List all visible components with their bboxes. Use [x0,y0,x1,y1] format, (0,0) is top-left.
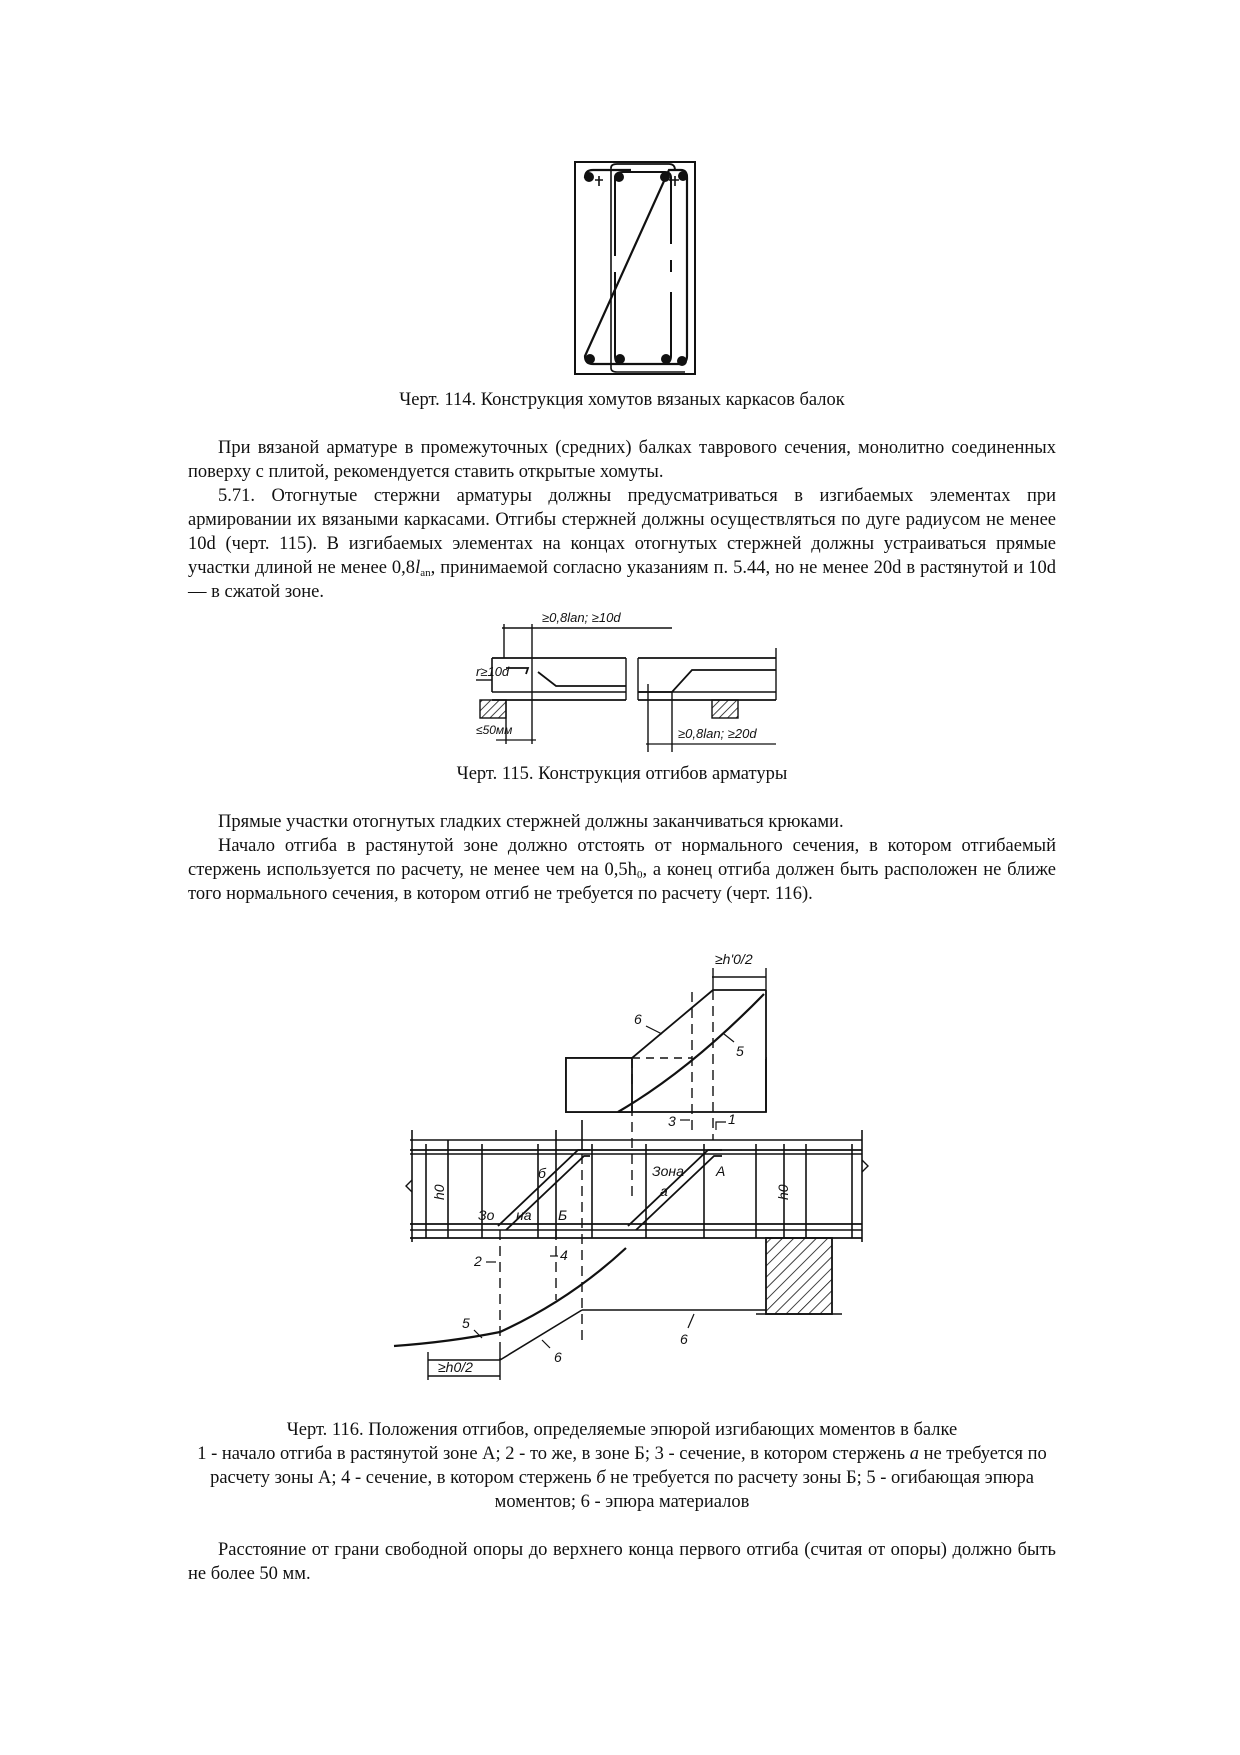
paragraph-bend-start-text-b: , а конец отгиба должен быть расположен не ближе того нормального сечения, в котором отгиб не требуется по расчету (черт. 116). [188,860,1056,904]
paragraph-bend-start-text-a: Начало отгиба в растянутой зоне должно отстоять от нормального сечения, в котором отгибаемый стержень используется по расчету, не менее чем на 0,5h [188,836,1056,880]
legend-italic-b: б [596,1468,606,1488]
figure-116-moment-diagram [390,940,890,1380]
legend-italic-a: а [909,1444,919,1464]
figure-115-caption: Черт. 115. Конструкция отгибов арматуры [456,764,788,784]
figure-115-bent-bars [476,604,796,752]
paragraph-5-71-l: l [415,558,421,578]
fig115-top-dim-label: ≥0,8lan; ≥10d [542,610,621,625]
fig116-h0-right: h0 [775,1184,791,1200]
paragraph-bend-start-sub: 0 [636,869,643,881]
paragraph-bend-start [188,834,1056,906]
fig116-label-6-bottom-left: 6 [554,1349,562,1365]
fig115-support-dim-label: ≤50мм [476,723,513,737]
fig115-bottom-dim-label: ≥0,8lan; ≥20d [678,726,757,741]
figure-116-legend [188,1442,1056,1514]
paragraph-support-distance: Расстояние от грани свободной опоры до верхнего конца первого отгиба (считая от опоры) должно быть не более 50 мм. [188,1540,1056,1584]
paragraph-5-71 [188,484,1056,604]
fig116-h0-left: h0 [431,1184,447,1200]
fig116-label-6-bottom-right: 6 [680,1331,688,1347]
paragraph-5-71-text-b: , принимаемой согласно указаниям п. 5.44, но не менее 20d в растянутой и 10d — в сжатой зоне. [188,558,1056,602]
fig116-zone-a-1: Зона [652,1163,684,1179]
figure-114-stirrup-section [565,160,705,376]
paragraph-open-stirrups: При вязаной арматуре в промежуточных (средних) балках таврового сечения, монолитно соединенных поверху с плитой, рекомендуется ставить открытые хомуты. [188,438,1056,482]
fig116-bar-b-label: б [538,1165,546,1181]
fig116-zone-b-1: Зо [478,1207,495,1223]
paragraph-hooks: Прямые участки отогнутых гладких стержней должны заканчиваться крюками. [218,812,844,832]
fig116-label-2: 2 [474,1253,482,1269]
fig116-top-dim-label: ≥h'0/2 [715,951,753,967]
figure-116-caption: Черт. 116. Положения отгибов, определяемые эпюрой изгибающих моментов в балке [286,1420,958,1440]
paragraph-5-71-sub: an [420,567,431,579]
fig116-label-4: 4 [560,1247,568,1263]
fig116-zone-a-2: а [660,1183,668,1199]
legend-text-b: не требуется по расчету зоны А; 4 - сечение, в котором стержень [210,1444,1047,1488]
fig116-label-3: 3 [668,1113,676,1129]
legend-text-c: не требуется по расчету зоны Б; 5 - огибающая эпюра моментов; 6 - эпюра материалов [494,1468,1034,1512]
fig116-bottom-dim-label: ≥h0/2 [438,1359,473,1375]
fig116-zone-b-3: Б [558,1207,568,1223]
fig116-label-5-top: 5 [736,1043,744,1059]
legend-text-a: 1 - начало отгиба в растянутой зоне А; 2 - то же, в зоне Б; 3 - сечение, в котором стержень [197,1444,910,1464]
fig115-radius-label: r≥10d [476,664,510,679]
fig116-zone-A: А [716,1163,726,1179]
paragraph-5-71-text-a: 5.71. Отогнутые стержни арматуры должны предусматриваться в изгибаемых элементах при армировании их вязаными каркасами. Отгибы стержней должны осуществляться по дуге радиусом не менее 10d (черт. 115). В изгибаемых элементах на концах отогнутых стержней должны устраиваться прямые участки длиной не менее 0,8 [188,486,1056,578]
fig116-label-6-top: 6 [634,1011,642,1027]
fig116-label-5-bottom: 5 [462,1315,470,1331]
fig116-zone-b-2: на [516,1207,532,1223]
fig116-label-1: 1 [728,1111,736,1127]
figure-114-caption: Черт. 114. Конструкция хомутов вязаных каркасов балок [399,390,845,410]
